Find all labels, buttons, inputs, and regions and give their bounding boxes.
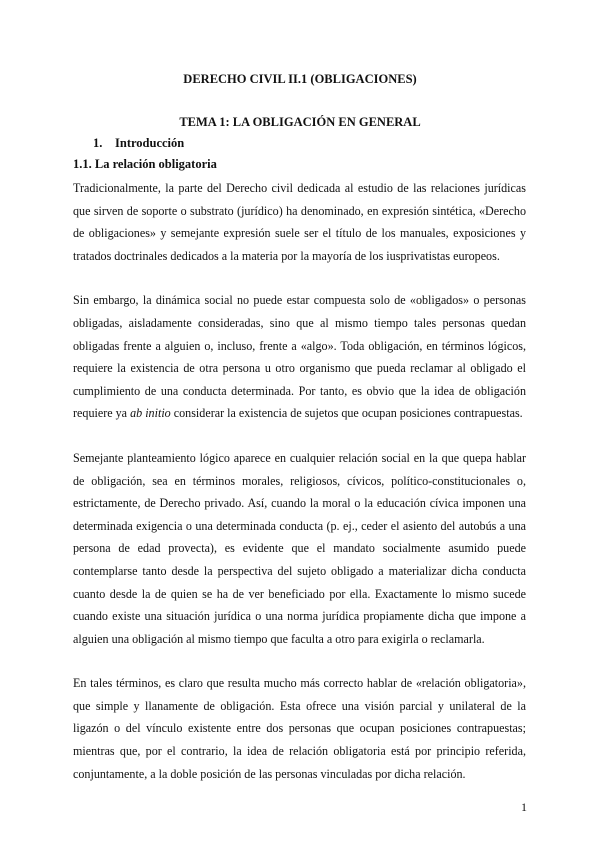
paragraph-2-text-before: Sin embargo, la dinámica social no puede estar compuesta solo de «obligados» o personas obligadas, aisladamente consideradas, sino que al mismo tiempo tales personas quedan obligadas frente a alguien o, incluso, frente a «algo». Toda obligación, en términos lógicos, requiere la existencia de otra persona u otro organismo que pueda reclamar al obligado el cumplimiento de una conducta determinada. Por tanto, es obvio que la idea de obligación requiere ya [73,293,526,421]
paragraph-2-text-after: considerar la existencia de sujetos que ocupan posiciones contrapuestas. [170,406,523,421]
document-title: DERECHO CIVIL II.1 (OBLIGACIONES) [183,72,417,86]
paragraph-3: Semejante planteamiento lógico aparece en cualquier relación social en la que quepa hablar de obligación, sea en términos morales, religiosos, cívicos, político-constitucionales o, estrictamente, de Derecho privado. Así, cuando la moral o la educación cívica imponen una determinada exigencia o una determinada conducta (p. ej., ceder el asiento del autobús a una persona de edad provecta), es evidente que el mandato socialmente asumido puede contemplarse tanto desde la perspectiva del sujeto obligado a materializar dicha conducta cuanto desde la de quien se ha de ver beneficiado por ella. Exactamente lo mismo sucede cuando existe una situación jurídica o una norma jurídica propiamente dicha que impone a alguien una obligación al mismo tiempo que faculta a otro para exigirla o reclamarla. [73,450,526,646]
paragraph-1: Tradicionalmente, la parte del Derecho civil dedicada al estudio de las relaciones jurídicas que sirven de soporte o substrato (jurídico) ha denominado, en expresión sintética, «Derecho de obligaciones» y semejante expresión suele ser el título de los manuales, exposiciones y tratados doctrinales dedicados a la materia por la mayoría de los iusprivatistas europeos. [73,181,526,263]
section-label: Introducción [115,136,185,150]
body-text [73,177,526,807]
latin-term: ab initio [130,406,171,421]
topic-title: TEMA 1: LA OBLIGACIÓN EN GENERAL [179,115,421,129]
section-number: 1. [93,136,103,150]
subsection-heading: 1.1. La relación obligatoria [73,157,217,171]
paragraph-2 [73,289,526,425]
page-number: 1 [521,800,527,814]
paragraph-4: En tales términos, es claro que resulta mucho más correcto hablar de «relación obligatoria», que simple y llanamente de obligación. Esta ofrece una visión parcial y unilateral de la ligazón o del vínculo existente entre dos personas que ocupan posiciones contrapuestas; mientras que, por el contrario, la idea de relación obligatoria está por principio referida, conjuntamente, a la doble posición de las personas vinculadas por dicha relación. [73,676,526,781]
section-heading [93,136,184,151]
